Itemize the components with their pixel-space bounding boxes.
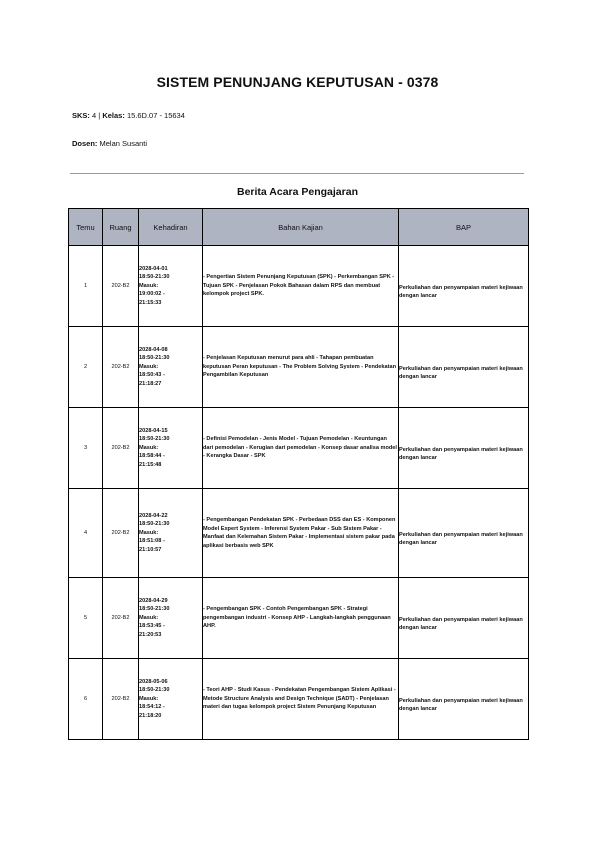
header-bahan-kajian: Bahan Kajian [203,209,399,246]
kehadiran-line: 21:10:57 [139,546,162,553]
kehadiran-line: Masuk: [139,363,159,370]
kehadiran-line: 18:50-21:30 [139,274,170,281]
table-row [69,659,529,740]
cell-ruang: 202-B2 [103,659,139,740]
kehadiran-line: Masuk: [139,614,159,621]
page-title: SISTEM PENUNJANG KEPUTUSAN - 0378 [156,74,439,90]
cell-temu: 1 [69,246,103,327]
cell-kehadiran [139,489,203,578]
section-title: Berita Acara Pengajaran [236,186,358,198]
kehadiran-line: 21:15:33 [139,299,162,306]
cell-bap [399,659,529,740]
cell-ruang: 202-B2 [103,408,139,489]
cell-bap [399,246,529,327]
table-row [69,327,529,408]
kehadiran-line: Masuk: [139,529,159,536]
kehadiran-line: 21:18:27 [139,380,162,387]
kehadiran-line: 2028-05-06 [139,678,168,685]
bap-text: Perkuliahan dan penyampaian materi kejiwaan dengan lancar [399,616,523,631]
header-temu: Temu [69,209,103,246]
sks-label: SKS: [72,111,90,120]
cell-bahan-kajian: - Pengembangan SPK - Contoh Pengembangan SPK - Strategi pengembangan industri - Konsep AHP - Langkah-langkah penggunaan AHP. [203,578,399,659]
cell-bap [399,327,529,408]
kehadiran-line: 2028-04-29 [139,597,168,604]
cell-ruang: 202-B2 [103,578,139,659]
bap-text: Perkuliahan dan penyampaian materi kejiwaan dengan lancar [399,531,523,546]
bap-text: Perkuliahan dan penyampaian materi kejiwaan dengan lancar [399,284,523,299]
dosen-label: Dosen: [72,139,98,148]
cell-kehadiran [139,327,203,408]
cell-bahan-kajian: - Teori AHP - Studi Kasus - Pendekatan Pengembangan Sistem Aplikasi - Metode Structure Analysis and Design Technique (SADT) - Penjelasan materi dan tugas kelompok project Sistem Penunjang Keputusan [203,659,399,740]
kehadiran-line: 18:50-21:30 [139,606,170,613]
course-meta-line [72,111,185,120]
cell-ruang: 202-B2 [103,489,139,578]
cell-ruang: 202-B2 [103,246,139,327]
cell-bap [399,489,529,578]
header-kehadiran: Kehadiran [139,209,203,246]
kehadiran-line: 2028-04-22 [139,512,168,519]
cell-temu: 5 [69,578,103,659]
kehadiran-line: 18:54:12 - [139,704,165,711]
table-header-row [69,209,529,246]
dosen-value: Melan Susanti [99,139,148,148]
cell-temu: 6 [69,659,103,740]
cell-temu: 2 [69,327,103,408]
cell-kehadiran [139,246,203,327]
table-row [69,246,529,327]
header-bap: BAP [399,209,529,246]
kehadiran-line: 21:18:20 [139,712,162,719]
cell-bap [399,578,529,659]
kehadiran-line: 2028-04-01 [139,265,168,272]
cell-temu: 4 [69,489,103,578]
cell-bap [399,408,529,489]
cell-kehadiran [139,578,203,659]
kehadiran-line: 18:50-21:30 [139,521,170,528]
cell-ruang: 202-B2 [103,327,139,408]
meta-separator: | [98,111,101,120]
kelas-label: Kelas: [102,111,125,120]
kehadiran-line: 2028-04-08 [139,346,168,353]
cell-temu: 3 [69,408,103,489]
kehadiran-line: 18:50-21:30 [139,436,170,443]
kehadiran-line: 21:20:53 [139,631,162,638]
kehadiran-line: Masuk: [139,695,159,702]
sks-value: 4 [92,111,97,120]
kehadiran-line: 18:51:08 - [139,538,165,545]
kehadiran-line: 18:53:45 - [139,623,165,630]
table-body [69,246,529,740]
table-row [69,489,529,578]
bap-text: Perkuliahan dan penyampaian materi kejiwaan dengan lancar [399,365,523,380]
kehadiran-line: 18:50:43 - [139,372,165,379]
teaching-report-table [68,208,529,740]
kelas-value: 15.6D.07 - 15634 [126,111,185,120]
cell-kehadiran [139,659,203,740]
cell-bahan-kajian: - Pengembangan Pendekatan SPK - Perbedaan DSS dan ES - Komponen Model Expert System - Inferensi System Pakar - Sub Sistem Pakar - Manfaat dan Kelemahan Sistem Pakar - Implementasi sistem pakar pada aplikasi berbasis web SPK [203,489,399,578]
table-row [69,578,529,659]
lecturer-line [72,139,147,148]
kehadiran-line: Masuk: [139,444,159,451]
kehadiran-line: 18:58:44 - [139,453,165,460]
bap-text: Perkuliahan dan penyampaian materi kejiwaan dengan lancar [399,697,523,712]
header-ruang: Ruang [103,209,139,246]
bap-text: Perkuliahan dan penyampaian materi kejiwaan dengan lancar [399,446,523,461]
cell-bahan-kajian: - Definisi Pemodelan - Jenis Model - Tujuan Pemodelan - Keuntungan dari pemodelan - Kerugian dari pemodelan - Konsep dasar analisa model - Kerangka Dasar - SPK [203,408,399,489]
table-row [69,408,529,489]
kehadiran-line: 18:50-21:30 [139,687,170,694]
cell-kehadiran [139,408,203,489]
kehadiran-line: 19:00:02 - [139,291,165,298]
kehadiran-line: 21:15:48 [139,461,162,468]
cell-bahan-kajian: - Pengertian Sistem Penunjang Keputusan (SPK) - Perkembangan SPK - Tujuan SPK - Penjelasan Pokok Bahasan dalam RPS dan membuat kelompok project SPK. [203,246,399,327]
kehadiran-line: Masuk: [139,282,159,289]
divider [70,173,524,174]
cell-bahan-kajian: - Penjelasan Keputusan menurut para ahli - Tahapan pembuatan keputusan Peran keputusan - The Problem Solving System - Pendekatan Pengambilan Keputusan [203,327,399,408]
kehadiran-line: 2028-04-15 [139,427,168,434]
kehadiran-line: 18:50-21:30 [139,355,170,362]
